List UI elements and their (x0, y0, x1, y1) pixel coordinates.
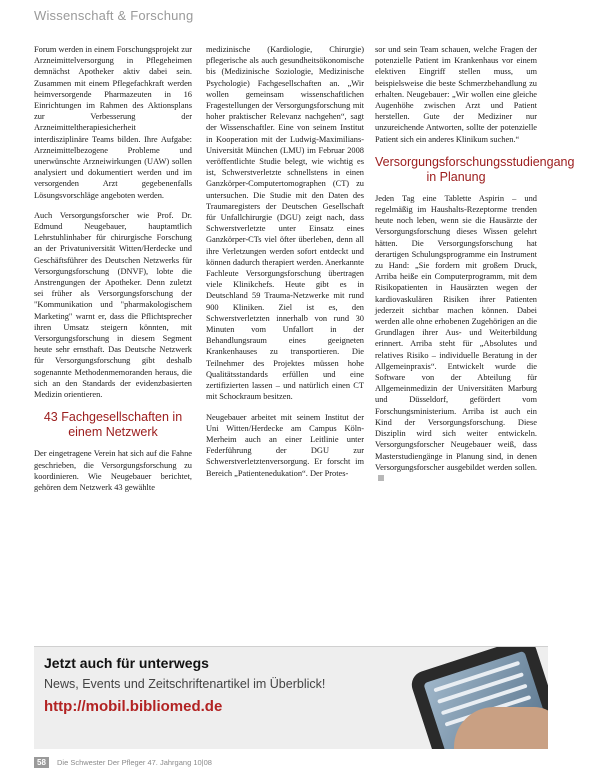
body-paragraph: sor und sein Team schauen, welche Fragen der potenzielle Patient im Krankenhaus vor einem elektiven Eingriff stellen muss, um beispielsweise die beste Schmerzbehandlung zu erhalten. Neugebauer: „Wir wollen eine gleiche Augenhöhe zwischen Arzt und Patient herstellen. Gute der Mediziner nur unzureichende Antworten, sollte der potenzielle Patient sich ein anderes Klinikum suchen.“ (375, 45, 537, 144)
body-paragraph: Auch Versorgungsforscher wie Prof. Dr. Edmund Neugebauer, hauptamtlich Lehrstuhlinhaber für chirurgische Forschung an der Privatuniversität Witten/Herdecke und Geschäftsführer des Deutschen Netzwerks für Versorgungsforschung (DNVF), lobte die Anstrengungen der Apotheker. Denn zuletzt sei früher als Versorgungsforschung der "Kommunikation und "pharmakologischem Marketing" warnt er, dass die Pflichtsprecher ihren Umsatz steigern könnten, mit Versorgungsforschung in diesem Segment heute sehr ernsthaft. Das Deutsche Netzwerk für Versorgungsforschung gibt deshalb sogenannte Methodenmemoranden heraus, die sich an den Standards der evidenzbasierten Medizin orientieren. (34, 210, 192, 400)
subheading: Versorgungsforschungsstudiengang in Planung (375, 154, 575, 184)
article-column-3 (375, 44, 575, 493)
body-paragraph (375, 193, 537, 484)
body-paragraph: Der eingetragene Verein hat sich auf die Fahne geschrieben, die Versorgungsforschung zu koordinieren. Wie Neugebauer berichtet, gehören dem Netzwerk 43 gewählte (34, 449, 192, 492)
ad-url-link[interactable]: http://mobil.bibliomed.de (44, 698, 223, 715)
body-text: Jeden Tag eine Tablette Aspirin – und regelmäßig im Haushalts-Rezeptorme trenden heute noch leben, wenn sie die Hausärzte der Versorgungsforschung dieses Wissen gelehrt hätten. Die Versorgungsforschung hat derartigen Schulungsprogramme ein Instrument zu Hand: „Sie fordern mit großem Druck, Arriba heiße ein Computerprogramm, mit dem Risikopatienten in Hausärzten wegen der kardiovaskulären Risiken ihrer Patienten jederzeit sichtbar machen können. Dabei werden alle ohne erhobenen Zugehörigen an die Grundlagen ihrer Aus- und Weiterbildung erinnert. Arriba steht für „Absolutes und relatives Risiko – individuelle Beratung in der Allgemeinpraxis“. Entwickelt wurde die Software von der Abteilung für Allgemeinmedizin der Universitäten Marburg und Düsseldorf, gefördert vom Forschungsministerium. Arriba ist auch ein Kind der Versorgungsforschung. Diese Disziplin wird sich weiter entwickeln. Versorgungsforscher Neugebauer weiß, dass Masterstudiengänge in Planung sind, in denen Versorgungsforscher ausgebildet werden sollen. (375, 193, 537, 472)
section-header: Wissenschaft & Forschung (34, 8, 194, 23)
page-footer (34, 757, 548, 768)
ad-subtitle: News, Events und Zeitschriftenartikel im Überblick! (44, 677, 326, 691)
page-number: 58 (34, 757, 49, 768)
ad-title: Jetzt auch für unterwegs (44, 655, 209, 671)
body-paragraph: Neugebauer arbeitet mit seinem Institut der Uni Witten/Herdecke am Campus Köln-Merheim auch an einer Leitlinie unter Federführung der DGU zur Schwerstverletztenversorgung. Er forscht im Bereich „Patientenedukation“. Der Protes- (206, 412, 364, 478)
body-paragraph: Forum werden in einem Forschungsprojekt zur Arzneimittelversorgung in Pflegeheimen demnächst Apotheker aktiv dabei sein. Zusammen mit einem Pflegefachkraft werden heimversorgende Pharmazeuten in 16 Einrichtungen im Rahmen des Aktionsplans zur Verbesserung der Arzneimitteltherapiesicherheit interdisziplinäre Teams bilden. Ihre Aufgabe: Arzneimittelbezogene Probleme und unerwünschte Arzneiwirkungen (UAW) sollen analysiert und dokumentiert werden und im versorgenden Arzt gegebenenfalls Lösungsvorschläge angeboten werden. (34, 45, 192, 200)
footer-text: Die Schwester Der Pfleger 47. Jahrgang 10|08 (57, 758, 212, 767)
body-paragraph: medizinische (Kardiologie, Chirurgie) pflegerische als auch gesundheitsökonomische bis (Medizinische Soziologie, Medizinische Psychologie) Fachgesellschaften an. „Wir wollen gemeinsam wissenschaftlichen Fragestellungen der Versorgungsforschung mit hoher praktischer Relevanz nachgehen“, sagt der Wissenschaftler. Eine von seinem Institut in Kooperation mit der Ludwig-Maximilians-Universität München (LMU) im Februar 2008 veröffentlichte Studie belegt, wie wichtig es ist, Schwerstverletzte schnellstens in einen Ganzkörper-Computertomographen (CT) zu untersuchen. Die Studie mit den Daten des Traumaregisters der Deutschen Gesellschaft für Unfallchirurgie (DGU) zeigt nach, dass Schwerstverletzte unter Einsatz eines Ganzkörper-CTs viel öfter überleben, denn all ihre Verletzungen werden sofort entdeckt und können dadurch therapiert werden. Anerkannte Fachleute Versorgungsforschung übertragen viele Klinikchefs. Heute gibt es in Deutschland 59 Trauma-Netzwerke mit rund 900 Kliniken. Ziel ist es, den Schwerstverletzten innerhalb von rund 30 Minuten vom Unfallort in der Behandlungsraum eines geeigneten Krankenhauses zu transportieren. Die Teilnehmer des Projektes müssen hohe Qualitätsstandards erfüllen und eine zertifizierten lassen – und natürlich einen CT mit Schockraum besitzen. (206, 45, 364, 402)
advertisement-banner (34, 646, 548, 749)
article-column-2 (206, 44, 364, 488)
subheading: 43 Fachgesellschaften in einem Netzwerk (43, 410, 183, 440)
article-end-mark (378, 475, 384, 481)
article-column-1 (34, 44, 192, 502)
ad-text-block (44, 655, 404, 716)
